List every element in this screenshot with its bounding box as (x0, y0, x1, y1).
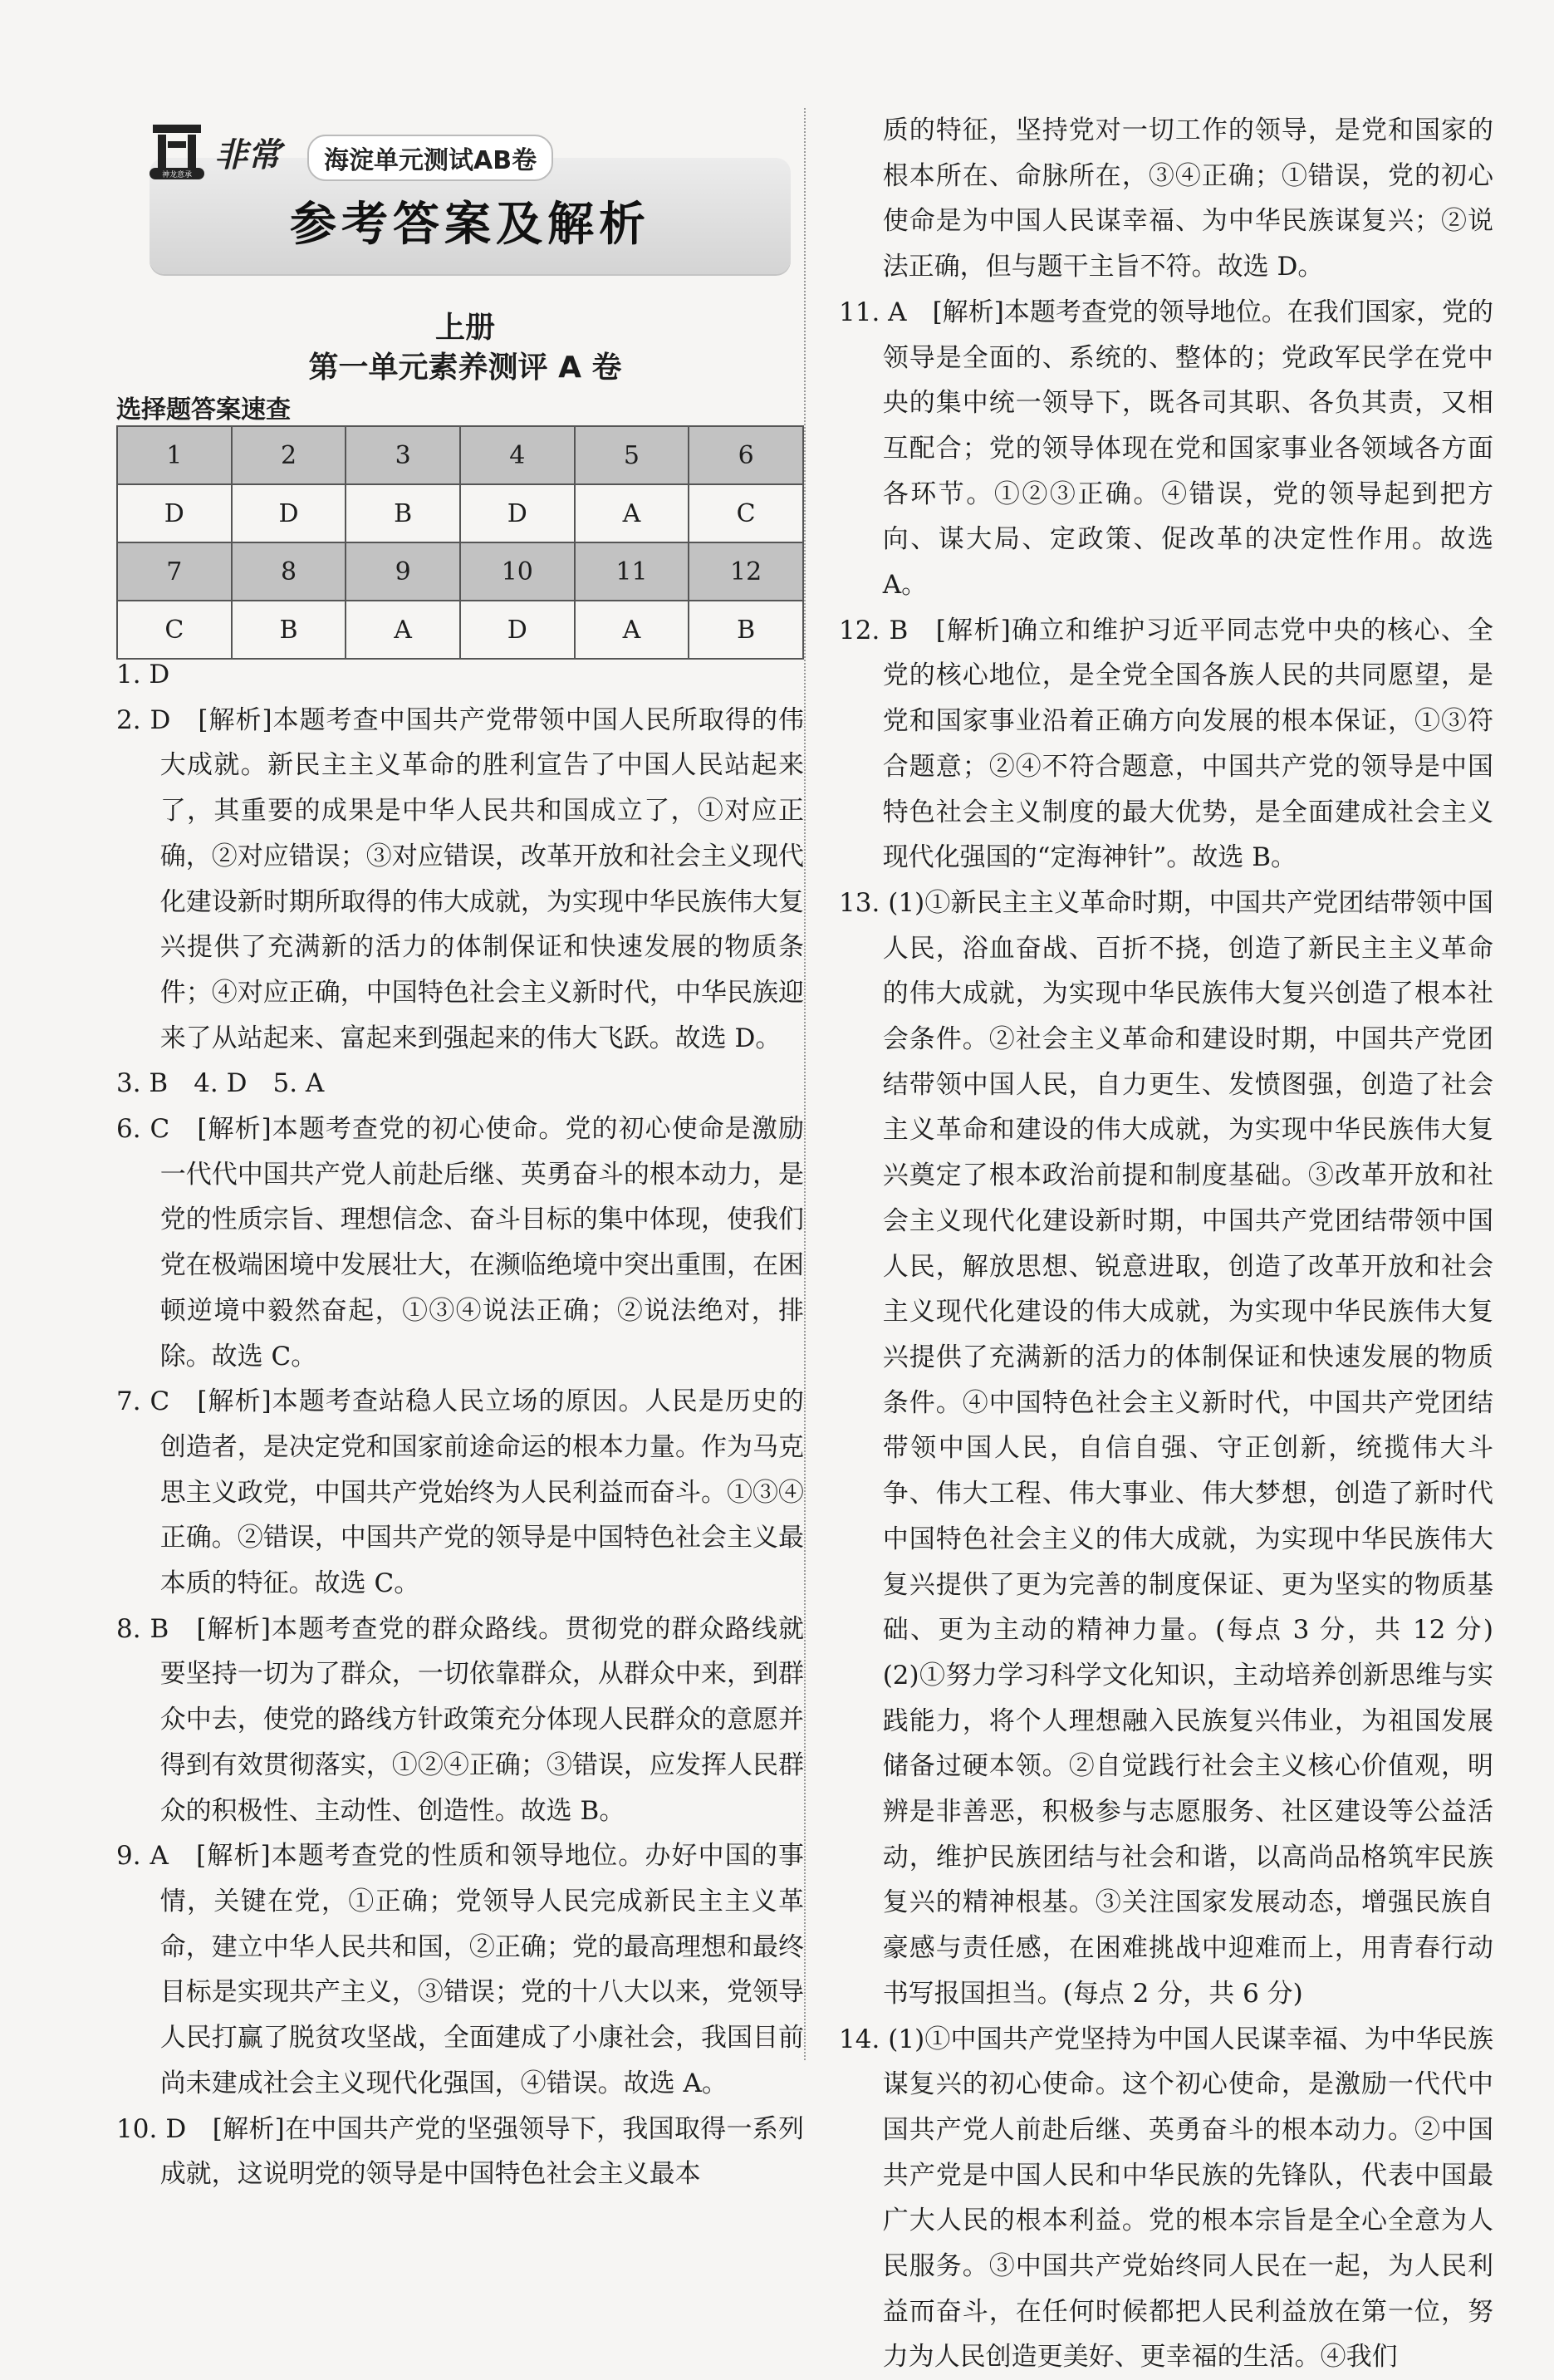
page-title: 参考答案及解析 (290, 198, 650, 252)
brand-name: 非常 (214, 136, 281, 174)
answer-explanation: 质的特征，坚持党对一切工作的领导，是党和国家的根本所在、命脉所在，③④正确；①错误，党的初心使命是为中国人民谋幸福、为中华民族谋复兴；②说法正确，但与题干主旨不符。故选 D。 (882, 115, 1493, 282)
volume-heading: 上册 (434, 311, 495, 345)
answer-explanation: 7. C [解析]本题考查站稳人民立场的原因。人民是历史的创造者，是决定党和国家前途命运的根本力量。作为马克思主义政党，中国共产党始终为人民利益而奋斗。①③④正确。②错误，中国共产党的领导是中国特色社会主义最本质的特征。故选 C。 (116, 1386, 804, 1599)
answer-explanation: 2. D [解析]本题考查中国共产党带领中国人民所取得的伟大成就。新民主主义革命的胜利宣告了中国人民站起来了，其重要的成果是中华人民共和国成立了，①对应正确，②对应错误；③对应错误，改革开放和社会主义现代化建设新时期所取得的伟大成就，为实现中华民族伟大复兴提供了充满新的活力的体制保证和快速发展的物质条件；④对应正确，中国特色社会主义新时代，中华民族迎来了从站起来、富起来到强起来的伟大飞跃。故选 D。 (116, 704, 804, 1053)
question-number-cell: 9 (346, 542, 460, 601)
answer-explanation: 14. (1)①中国共产党坚持为中国人民谋幸福、为中华民族谋复兴的初心使命。这个初心使命，是激励一代代中国共产党人前赴后继、英勇奋斗的根本动力。②中国共产党是中国人民和中华民族的先锋队，代表中国最广大人民的根本利益。党的根本宗旨是全心全意为人民服务。③中国共产党始终同人民在一起，为人民利益而奋斗，在任何时候都把人民利益放在第一位，努力为人民创造更美好、更幸福的生活。④我们 (839, 2024, 1493, 2373)
answer-row (117, 601, 803, 659)
answer-explanation: 12. B [解析]确立和维护习近平同志党中央的核心、全党的核心地位，是全党全国各族人民的共同愿望，是党和国家事业沿着正确方向发展的根本保证，①③符合题意；②④不符合题意，中国共产党的领导是中国特色社会主义制度的最大优势，是全面建成社会主义现代化强国的“定海神针”。故选 B。 (839, 615, 1493, 873)
answer-cell: D (232, 484, 346, 542)
question-number-cell: 1 (117, 426, 232, 484)
quick-check-label: 选择题答案速查 (116, 395, 291, 424)
question-number-row (117, 426, 803, 484)
answer-explanation: 3. B 4. D 5. A (116, 1068, 325, 1099)
answer-explanation: 8. B [解析]本题考查党的群众路线。贯彻党的群众路线就要坚持一切为了群众，一切依靠群众，从群众中来，到群众中去，使党的路线方针政策充分体现人民群众的意愿并得到有效贯彻落实，①②④正确；③错误，应发挥人民群众的积极性、主动性、创造性。故选 B。 (116, 1613, 804, 1826)
answer-cell: A (575, 601, 689, 659)
question-number-cell: 11 (575, 542, 689, 601)
answer-cell: B (689, 601, 803, 659)
right-column (839, 108, 1519, 2380)
question-number-cell: 10 (460, 542, 575, 601)
answer-cell: A (575, 484, 689, 542)
brand-logo-icon (148, 116, 206, 186)
answer-table (116, 425, 804, 660)
question-number-cell: 2 (232, 426, 346, 484)
series-badge: 海淀单元测试AB卷 (307, 135, 553, 181)
question-number-cell: 4 (460, 426, 575, 484)
question-number-row (117, 542, 803, 601)
unit-heading: 第一单元素养测评 A 卷 (308, 351, 622, 385)
logo-caption: 神龙意承 (161, 171, 193, 179)
question-number-cell: 5 (575, 426, 689, 484)
question-number-cell: 12 (689, 542, 803, 601)
answer-cell: A (346, 601, 460, 659)
question-number-cell: 3 (346, 426, 460, 484)
answer-explanation: 6. C [解析]本题考查党的初心使命。党的初心使命是激励一代代中国共产党人前赴后继、英勇奋斗的根本动力，是党的性质宗旨、理想信念、奋斗目标的集中体现，使我们党在极端困境中发展壮大，在濒临绝境中突出重围，在困顿逆境中毅然奋起，①③④说法正确；②说法绝对，排除。故选 C。 (116, 1114, 804, 1372)
question-number-cell: 7 (117, 542, 232, 601)
answer-cell: B (346, 484, 460, 542)
question-number-cell: 6 (689, 426, 803, 484)
answer-cell: C (689, 484, 803, 542)
answer-cell: B (232, 601, 346, 659)
question-number-cell: 8 (232, 542, 346, 601)
left-column (116, 652, 804, 2197)
answer-explanation: 11. A [解析]本题考查党的领导地位。在我们国家，党的领导是全面的、系统的、整体的；党政军民学在党中央的集中统一领导下，既各司其职、各负其责，又相互配合；党的领导体现在党和国家事业各领域各方面各环节。①②③正确。④错误，党的领导起到把方向、谋大局、定政策、促改革的决定性作用。故选 A。 (839, 297, 1493, 601)
answer-cell: D (117, 484, 232, 542)
answer-cell: D (460, 601, 575, 659)
answer-explanation: 13. (1)①新民主主义革命时期，中国共产党团结带领中国人民，浴血奋战、百折不挠，创造了新民主主义革命的伟大成就，为实现中华民族伟大复兴创造了根本社会条件。②社会主义革命和建设时期，中国共产党团结带领中国人民，自力更生、发愤图强，创造了社会主义革命和建设的伟大成就，为实现中华民族伟大复兴奠定了根本政治前提和制度基础。③改革开放和社会主义现代化建设新时期，中国共产党团结带领中国人民，解放思想、锐意进取，创造了改革开放和社会主义现代化建设的伟大成就，为实现中华民族伟大复兴提供了充满新的活力的体制保证和快速发展的物质条件。④中国特色社会主义新时代，中国共产党团结带领中国人民，自信自强、守正创新，统揽伟大斗争、伟大工程、伟大事业、伟大梦想，创造了新时代中国特色社会主义的伟大成就，为实现中华民族伟大复兴提供了更为完善的制度保证、更为坚实的物质基础、更为主动的精神力量。(每点 3 分，共 12 分) (2)①努力学习科学文化知识，主动培养创新思维与实践能力，将个人理想融入民族复兴伟业，为祖国发展储备过硬本领。②自觉践行社会主义核心价值观，明辨是非善恶，积极参与志愿服务、社区建设等公益活动，维护民族团结与社会和谐，以高尚品格筑牢民族复兴的精神根基。③关注国家发展动态，增强民族自豪感与责任感，在困难挑战中迎难而上，用青春行动书写报国担当。(每点 2 分，共 6 分) (839, 887, 1519, 2009)
answer-explanation: 1. D (116, 660, 170, 689)
answer-cell: C (117, 601, 232, 659)
answer-explanation: 10. D [解析]在中国共产党的坚强领导下，我国取得一系列成就，这说明党的领导是中国特色社会主义最本 (116, 2113, 804, 2190)
answer-explanation: 9. A [解析]本题考查党的性质和领导地位。办好中国的事情，关键在党，①正确；党领导人民完成新民主主义革命，建立中华人民共和国，②正确；党的最高理想和最终目标是实现共产主义，③错误；党的十八大以来，党领导人民打赢了脱贫攻坚战，全面建成了小康社会，我国目前尚未建成社会主义现代化强国，④错误。故选 A。 (116, 1841, 804, 2098)
column-divider (804, 108, 806, 2060)
answer-row (117, 484, 803, 542)
answer-cell: D (460, 484, 575, 542)
